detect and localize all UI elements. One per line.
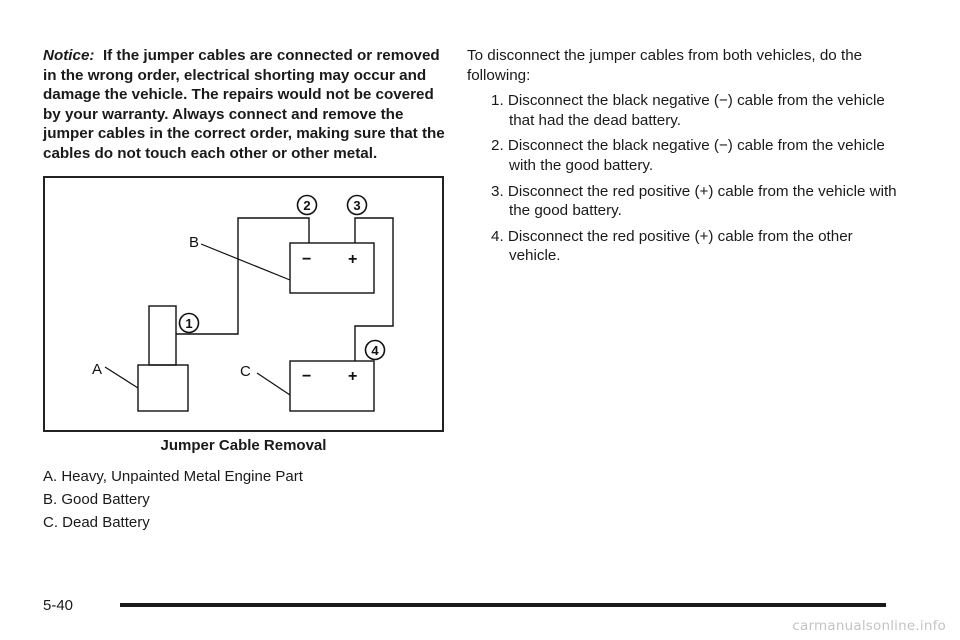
legend-item: C. Dead Battery — [43, 513, 150, 531]
legend-item: A. Heavy, Unpainted Metal Engine Part — [43, 467, 303, 485]
callout-c-leader — [257, 373, 290, 395]
right-column — [467, 46, 907, 272]
dead-battery-positive-terminal: + — [348, 367, 358, 385]
figure-legend — [43, 467, 451, 532]
marker-4-label: 4 — [371, 342, 379, 358]
engine-part-block — [138, 365, 188, 411]
callout-b-label: B — [189, 233, 200, 251]
instructions-steps — [467, 91, 907, 266]
legend-item: B. Good Battery — [43, 490, 150, 508]
instructions-intro: To disconnect the jumper cables from both vehicles, do the following: — [467, 47, 863, 84]
page-number: 5-40 — [43, 597, 74, 614]
instruction-step: 1. Disconnect the black negative (−) cable from the vehicle that had the dead battery. — [491, 92, 885, 129]
callout-a-label: A — [92, 360, 103, 378]
notice-text: If the jumper cables are connected or removed in the wrong order, electrical shorting may occur and damage the vehicle. The repairs would not be covered by your warranty. Always connect and remove the jumper cables in the correct order, making sure that the cables do not touch each other or other metal. — [43, 47, 445, 162]
instruction-step: 4. Disconnect the red positive (+) cable from the other vehicle. — [491, 227, 853, 265]
callout-c-label: C — [240, 362, 251, 380]
callout-a-leader — [105, 367, 138, 388]
marker-1-label: 1 — [185, 315, 193, 331]
figure-caption: Jumper Cable Removal — [160, 436, 327, 454]
jumper-cable-diagram — [43, 176, 444, 432]
left-column — [43, 46, 451, 536]
diagram-svg — [45, 178, 442, 430]
notice-label: Notice: — [43, 47, 95, 64]
dead-battery-negative-terminal: − — [302, 367, 312, 385]
watermark: carmanualsonline.info — [792, 618, 946, 634]
good-battery-negative-terminal: − — [302, 250, 312, 268]
footer-rule — [120, 603, 886, 607]
engine-part-post — [149, 306, 176, 365]
good-battery-positive-terminal: + — [348, 250, 358, 268]
marker-3-label: 3 — [353, 197, 361, 213]
notice-paragraph — [43, 46, 451, 164]
callout-b-leader — [201, 244, 290, 280]
instruction-step: 2. Disconnect the black negative (−) cable from the vehicle with the good battery. — [491, 137, 885, 174]
instruction-step: 3. Disconnect the red positive (+) cable from the vehicle with the good battery. — [491, 182, 897, 220]
marker-2-label: 2 — [303, 197, 311, 213]
